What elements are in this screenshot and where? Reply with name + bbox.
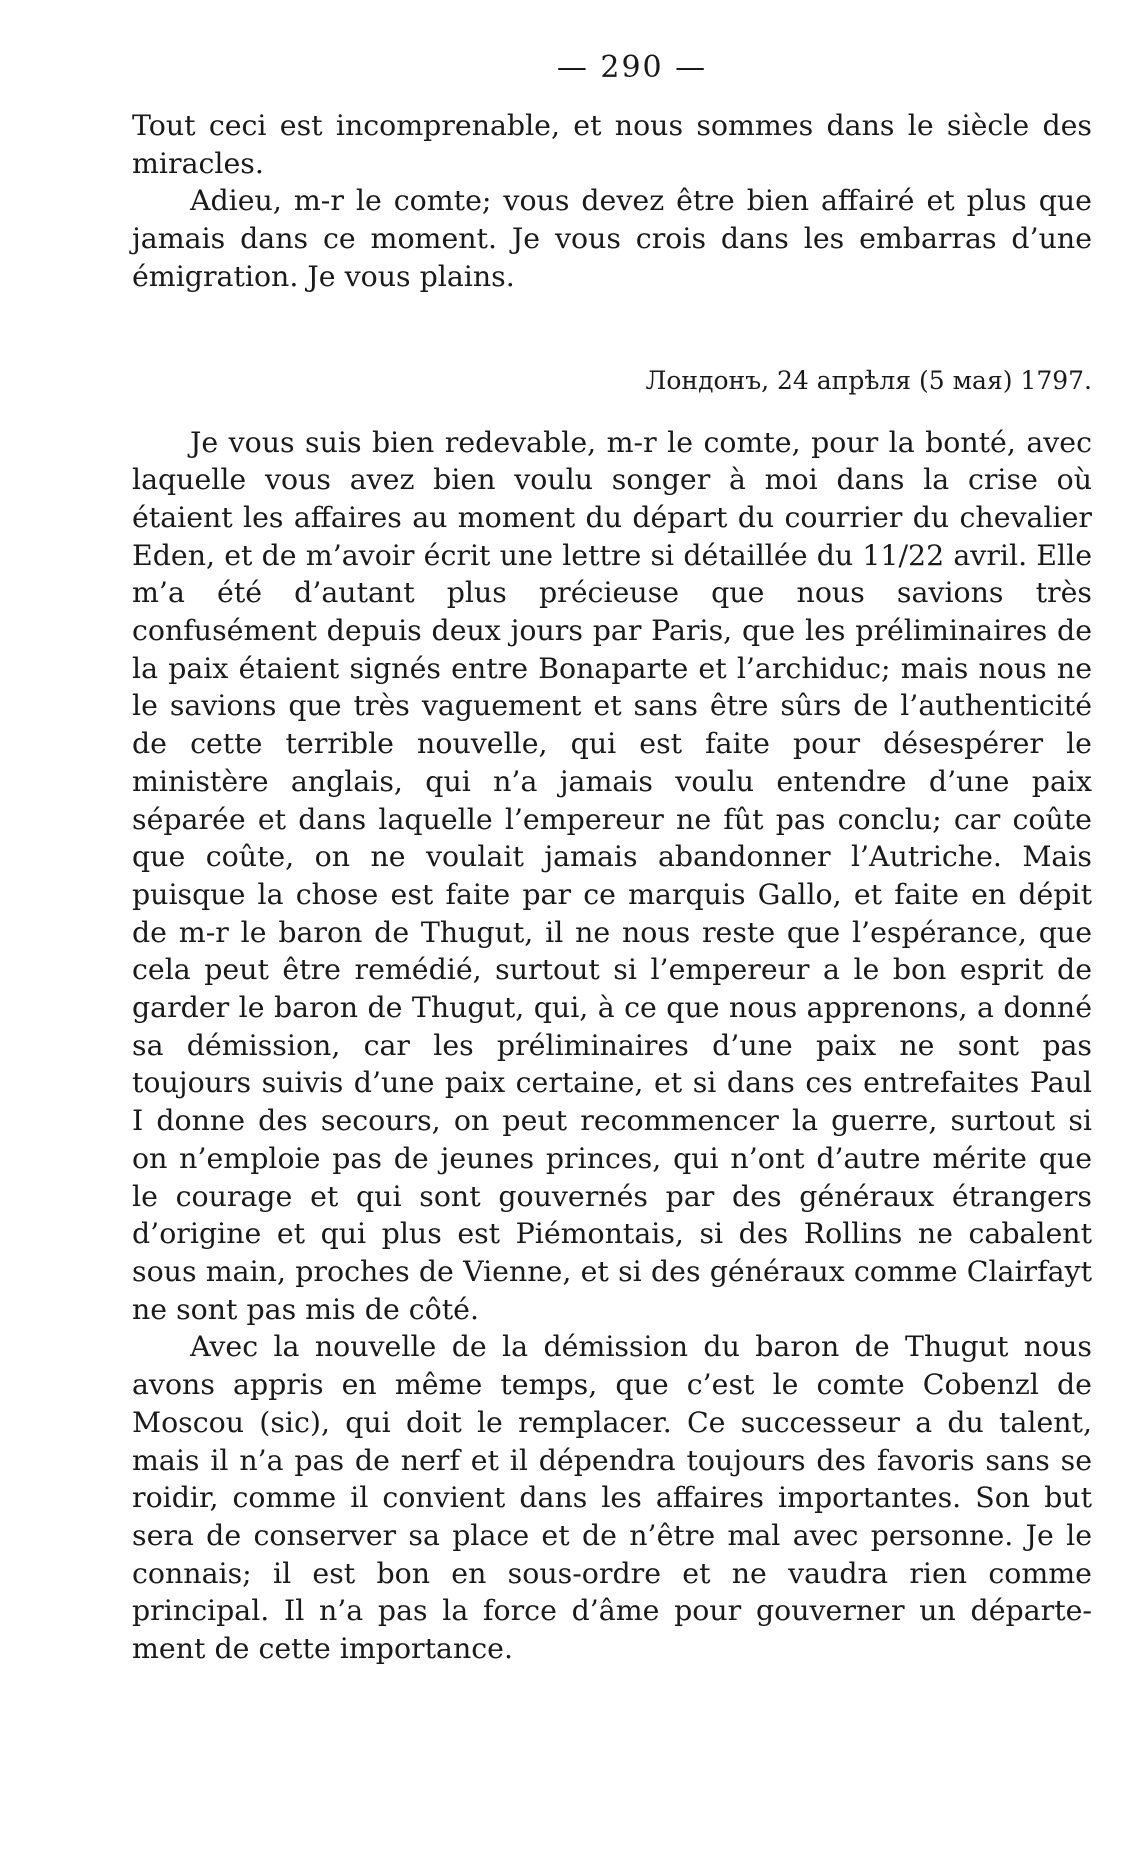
paragraph-closing-miracles: Tout ceci est incomprenable, et nous sommes dans le siècle des miracles. <box>132 109 1092 180</box>
paragraph-adieu: Adieu, m-r le comte; vous devez être bien affairé et plus que jamais dans ce moment. Je vous crois dans les embarras d’une émigration. Je vous plains. <box>132 184 1092 293</box>
book-page <box>132 50 1092 1668</box>
paragraph-cobenzl: Avec la nouvelle de la démission du baron de Thugut nous avons appris en même temps, que c’est le comte Cobenzl de Moscou (sic), qui doit le remplacer. Ce successeur a du talent, mais il n’a pas de nerf et il dépendra toujours des favoris sans se roidir, comme il convient dans les affaires importantes. Son but sera de conserver sa place et de n’être mal avec personne. Je le connais; il est bon en sous-ordre et ne vaudra rien comme principal. Il n’a pas la force d’âme pour gouverner un département de cette importance. <box>132 1330 1092 1666</box>
paragraph-letter-body: Je vous suis bien redevable, m-r le comte, pour la bonté, avec laquelle vous avez bien voulu songer à moi dans la crise où étaient les affaires au moment du départ du courrier du chevalier Eden, et de m’avoir écrit une lettre si détaillée du 11/22 avril. Elle m’a été d’autant plus précieuse que nous savions très confusément depuis deux jours par Paris, que les préliminaires de la paix étaient signés entre Bonaparte et l’archiduc; mais nous ne le savions que très vaguement et sans être sûrs de l’authenticité de cette terrible nouvelle, qui est faite pour désespérer le ministère anglais, qui n’a jamais voulu entendre d’une paix séparée et dans laquelle l’empereur ne fût pas conclu; car coûte que coûte, on ne voulait jamais abandonner l’Autriche. Mais puisque la chose est faite par ce marquis Gallo, et faite en dépit de m-r le baron de Thugut, il ne nous reste que l’espérance, que cela peut être remédié, surtout si l’empereur a le bon esprit de garder le baron de Thugut, qui, à ce que nous apprenons, a donné sa démission, car les préliminaires d’une paix ne sont pas toujours suivis d’une paix certaine, et si dans ces entrefaites Paul I donne des secours, on peut recommencer la guerre, surtout si on n’emploie pas de jeunes princes, qui n’ont d’autre mérite que le courage et qui sont gouvernés par des généraux étrangers d’origine et qui plus est Piémontais, si des Rollins ne cabalent sous main, proches de Vienne, et si des généraux comme Clairfayt ne sont pas mis de côté. <box>132 425 1092 1326</box>
letter-dateline: Лондонъ, 24 апрѣля (5 мая) 1797. <box>645 365 1092 395</box>
page-number: — 290 — <box>556 50 708 85</box>
